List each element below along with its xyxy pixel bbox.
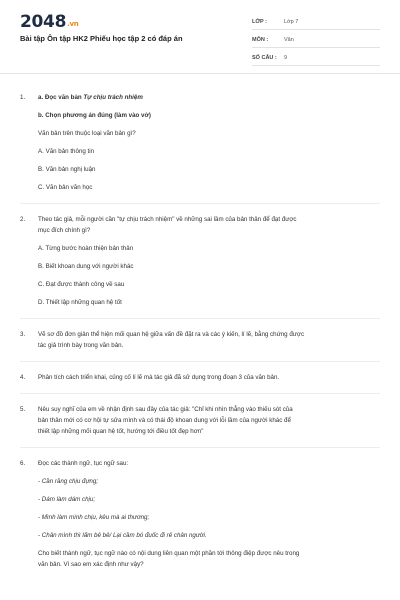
page-header [0,0,400,72]
meta-label: SỐ CÂU : [252,54,277,61]
answer-option: D. Thiết lập những quan hệ tốt [38,299,122,306]
question-prompt: Văn bản trên thuộc loại văn bản gì? [38,130,136,137]
question-prompt: Đọc các thành ngữ, tục ngữ sau: [38,460,129,467]
part-a-label: a. Đọc văn bản [38,94,84,101]
question-3 [0,329,400,351]
question-number: 5. [20,406,26,413]
question-divider [20,393,380,394]
question-4 [0,372,400,383]
question-6 [0,458,400,570]
meta-info [252,16,380,70]
site-logo[interactable] [20,12,78,32]
question-1 [0,92,400,193]
question-prompt-line: bản thân mới có cơ hội tự sửa mình và có thái độ khoan dung với lỗi lầm của người khác để [38,417,291,424]
proverb-item: - Mình làm mình chịu, kêu mà ai thương; [38,514,150,521]
question-prompt-line: Theo tác giả, mỗi người cần "tự chịu trách nhiệm" về những sai lầm của bản thân để đạt được [38,216,297,223]
proverb-item: - Chân mình thì lấm bê bê/ Lại cầm bó đuốc đi rê chân người. [38,532,207,539]
question-part-b: b. Chọn phương án đúng (làm vào vở) [38,112,151,119]
question-list [0,74,400,570]
question-prompt-line: Cho biết thành ngữ, tục ngữ nào có nội dung liên quan một phần tới thông điệp được nêu trong [38,550,300,557]
answer-option: A. Văn bản thông tin [38,148,95,155]
question-divider [20,318,380,319]
meta-row-subject [252,34,380,48]
question-prompt-line: tác giả trình bày trong văn bản. [38,342,124,349]
question-part-a [38,92,380,103]
question-prompt-line: Phân tích cách triển khai, củng cố lí lẽ mà tác giả đã sử dụng trong đoạn 3 của văn bản. [38,374,280,381]
question-divider [20,447,380,448]
question-prompt-line: văn bản. Vì sao em xác định như vậy? [38,561,144,568]
question-divider [20,203,380,204]
meta-value: Lớp 7 [284,18,299,25]
meta-row-count [252,52,380,66]
answer-option: C. Đạt được thành công về sau [38,281,125,288]
proverb-item: - Dám làm dám chịu; [38,496,96,503]
logo-text: 2048 [20,12,67,32]
answer-option: A. Từng bước hoàn thiện bản thân [38,245,134,252]
question-number: 4. [20,374,26,381]
question-number: 2. [20,216,26,223]
proverb-item: - Cần răng chịu đựng; [38,478,98,485]
question-2 [0,214,400,308]
document-title: Bài tập Ôn tập HK2 Phiếu học tập 2 có đáp án [20,34,183,43]
logo-suffix: .vn [67,20,79,28]
meta-label: LỚP : [252,18,267,25]
meta-label: MÔN : [252,36,269,43]
question-number: 1. [20,94,26,101]
question-number: 6. [20,460,26,467]
question-5 [0,404,400,437]
answer-option: B. Văn bản nghị luận [38,166,96,173]
meta-row-class [252,16,380,30]
answer-option: C. Văn bản văn học [38,184,93,191]
text-title: Tự chịu trách nhiệm [83,94,143,101]
question-number: 3. [20,331,26,338]
answer-option: B. Biết khoan dung với người khác [38,263,134,270]
meta-value: 9 [284,54,288,61]
question-prompt-line: Vẽ sơ đồ đơn giản thể hiện mối quan hệ giữa vấn đề đặt ra và các ý kiến, lí lẽ, bằng chứng được [38,331,305,338]
meta-value: Văn [284,36,294,43]
question-prompt-line: mục đích chính gì? [38,227,91,234]
question-divider [20,361,380,362]
question-prompt-line: thiết lập những mối quan hệ tốt, hướng tới điều tốt đẹp hơn" [38,428,204,435]
question-prompt-line: Nêu suy nghĩ của em về nhận định sau đây của tác giả: "Chỉ khi nhìn thẳng vào thiếu sót của [38,406,293,413]
